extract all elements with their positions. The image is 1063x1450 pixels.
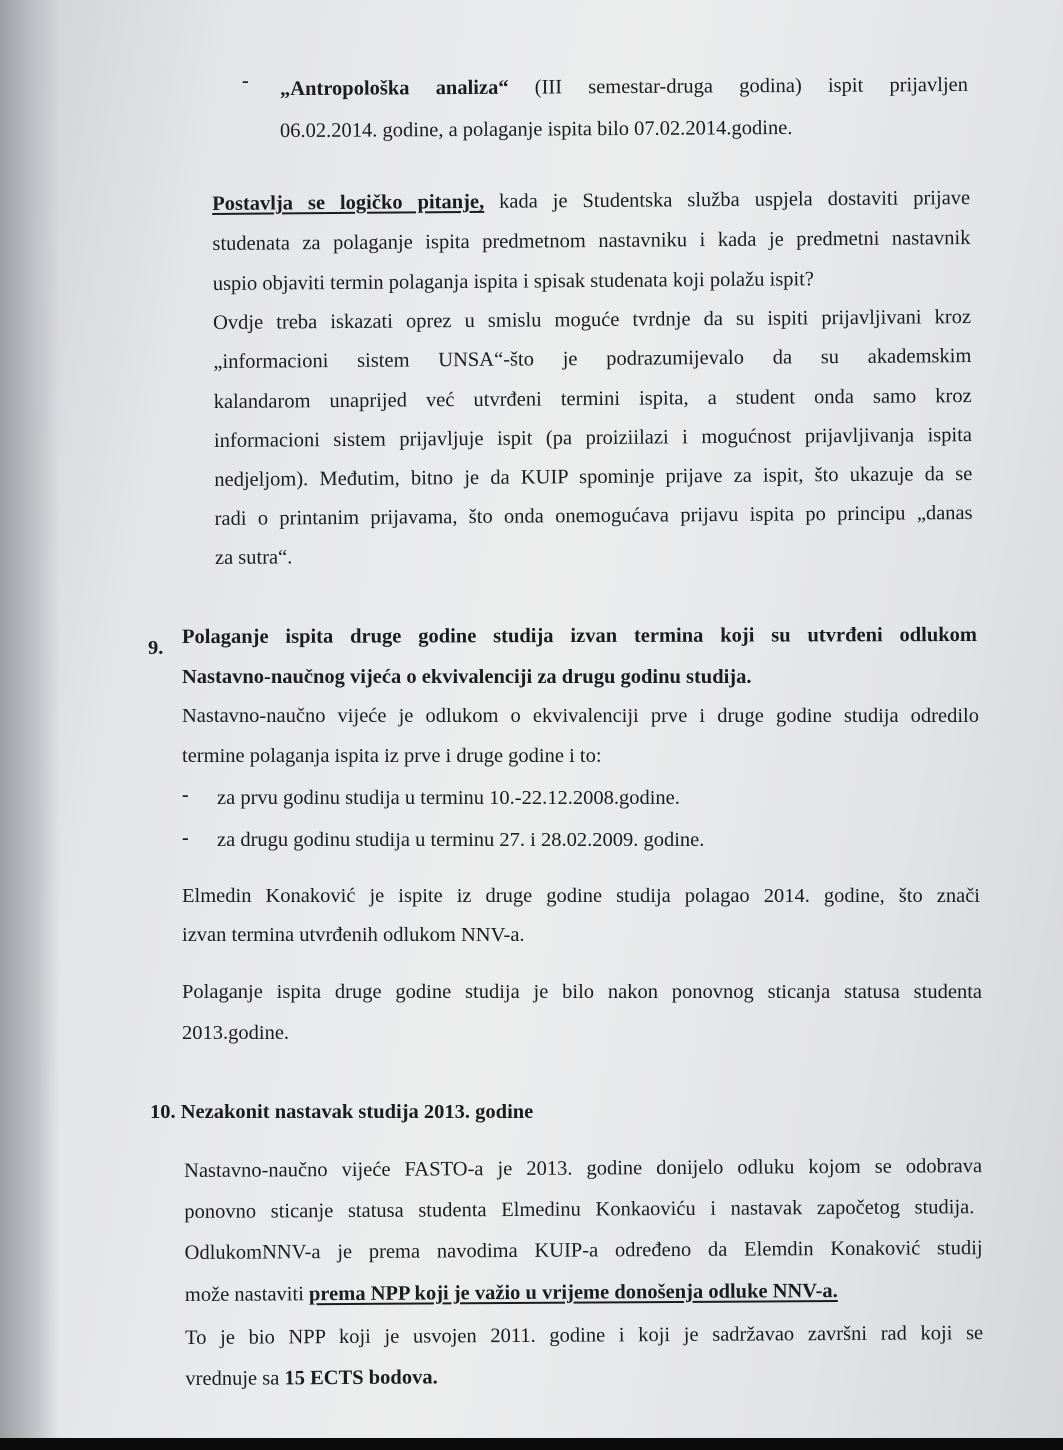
bullet-antropoloska-line2: 06.02.2014. godine, a polaganje ispita bilo 07.02.2014.godine. bbox=[279, 116, 793, 143]
section-10-heading bbox=[150, 1093, 970, 1132]
section-10-line-4-emphasis: prema NPP koji je važio u vrijeme donošenja odluke NNV-a. bbox=[308, 1280, 838, 1306]
section-9-p2-line1: Elmedin Konaković je ispite iz druge godine studija polagao 2014. godine, što znači bbox=[182, 885, 980, 907]
section-9-bullet-2: za drugu godinu studija u terminu 27. i 28.02.2009. godine. bbox=[217, 829, 705, 851]
section-10-line-6-plain: vrednuje sa bbox=[185, 1367, 285, 1390]
section-9-p2-line2: izvan termina utvrđenih odlukom NNV-a. bbox=[182, 924, 525, 946]
bullet-marker: - bbox=[242, 70, 249, 92]
question-line-3: uspio objaviti termin polaganja ispita i spisak studenata koji polažu ispit? bbox=[212, 268, 815, 295]
question-line-7: informacioni sistem prijavljuje ispit (pa proiziilazi i mogućnost prijavljivanja ispita bbox=[213, 424, 973, 452]
bottom-bar bbox=[0, 1438, 1063, 1450]
section-9-p3-line1: Polaganje ispita druge godine studija je bilo nakon ponovnog sticanja statusa studenta bbox=[182, 981, 982, 1003]
section-9-heading-line2: Nastavno-naučnog vijeća o ekvivalenciji za drugu godinu studija. bbox=[182, 666, 752, 688]
question-line-1-text: kada je Studentska služba uspjela dostaviti prijave bbox=[498, 187, 971, 213]
bullet-marker-1: - bbox=[182, 784, 189, 806]
section-10-line-4-plain: može nastaviti bbox=[184, 1283, 310, 1306]
question-line-5: „informacioni sistem UNSA“-što je podrazumijevalo da su akademskim bbox=[213, 345, 972, 373]
page-shadow-edge bbox=[0, 0, 60, 1438]
section-9-number: 9. bbox=[148, 637, 164, 659]
question-underlined-lead: Postavlja se logičko pitanje, bbox=[212, 190, 485, 215]
section-10-paragraph bbox=[184, 1147, 984, 1390]
section-9-p3-line2: 2013.godine. bbox=[182, 1022, 290, 1044]
section-9-p1-line2: termine polaganja ispita iz prve i druge godine i to: bbox=[182, 745, 602, 767]
question-line-1 bbox=[212, 179, 970, 224]
section-10-line-6-bold: 15 ECTS bodova. bbox=[284, 1366, 438, 1390]
question-line-4: Ovdje treba iskazati oprez u smislu moguće tvrdnje da su ispiti prijavljivani kroz bbox=[212, 306, 972, 334]
bullet-bold-title: „Antropološka analiza“ bbox=[279, 76, 509, 101]
question-line-10: za sutra“. bbox=[214, 546, 293, 569]
section-9-p1-line1: Nastavno-naučno vijeće je odlukom o ekvivalenciji prve i druge godine studija odredilo bbox=[182, 705, 979, 727]
question-line-2: studenata za polaganje ispita predmetnom nastavniku i kada je predmetni nastavnik bbox=[212, 227, 971, 255]
section-10-line-3: OdlukomNNV-a je prema navodima KUIP-a određeno da Elemdin Konaković studij bbox=[184, 1237, 983, 1264]
question-line-6: kalandarom unaprijed već utvrđeni termini ispita, a student onda samo kroz bbox=[213, 385, 972, 413]
bullet-antropoloska-line1 bbox=[280, 66, 968, 109]
bullet-marker-2: - bbox=[182, 827, 189, 849]
section-10-line-4 bbox=[185, 1271, 983, 1315]
section-10-line-5: To je bio NPP koji je usvojen 2011. godine i koji je sadržavao završni rad koji se bbox=[185, 1322, 984, 1349]
question-paragraph bbox=[212, 179, 973, 569]
section-10-line-6 bbox=[185, 1355, 983, 1399]
section-10-heading-text: Nezakonit nastavak studija 2013. godine bbox=[180, 1101, 534, 1123]
question-line-9: radi o printanim prijavama, što onda onemogućava prijavu ispita po principu „danas bbox=[214, 502, 973, 530]
section-9-heading-line1: Polaganje ispita druge godine studija izvan termina koji su utvrđeni odlukom bbox=[181, 623, 978, 649]
section-10-number: 10. bbox=[150, 1101, 176, 1123]
bullet-rest: (III semestar-druga godina) ispit prijavljen bbox=[508, 73, 969, 99]
section-9-bullet-1: za prvu godinu studija u terminu 10.-22.12.2008.godine. bbox=[217, 787, 680, 809]
question-line-8: nedjeljom). Međutim, bitno je da KUIP spominje prijave za ispit, što ukazuje da se bbox=[214, 463, 973, 491]
section-10-line-1: Nastavno-naučno vijeće FASTO-a je 2013. godine donijelo odluku kojom se odobrava bbox=[184, 1155, 983, 1182]
section-10-line-2: ponovno sticanje statusa studenta Elmedinu Konkaoviću i nastavak započetog studija. bbox=[184, 1196, 975, 1223]
